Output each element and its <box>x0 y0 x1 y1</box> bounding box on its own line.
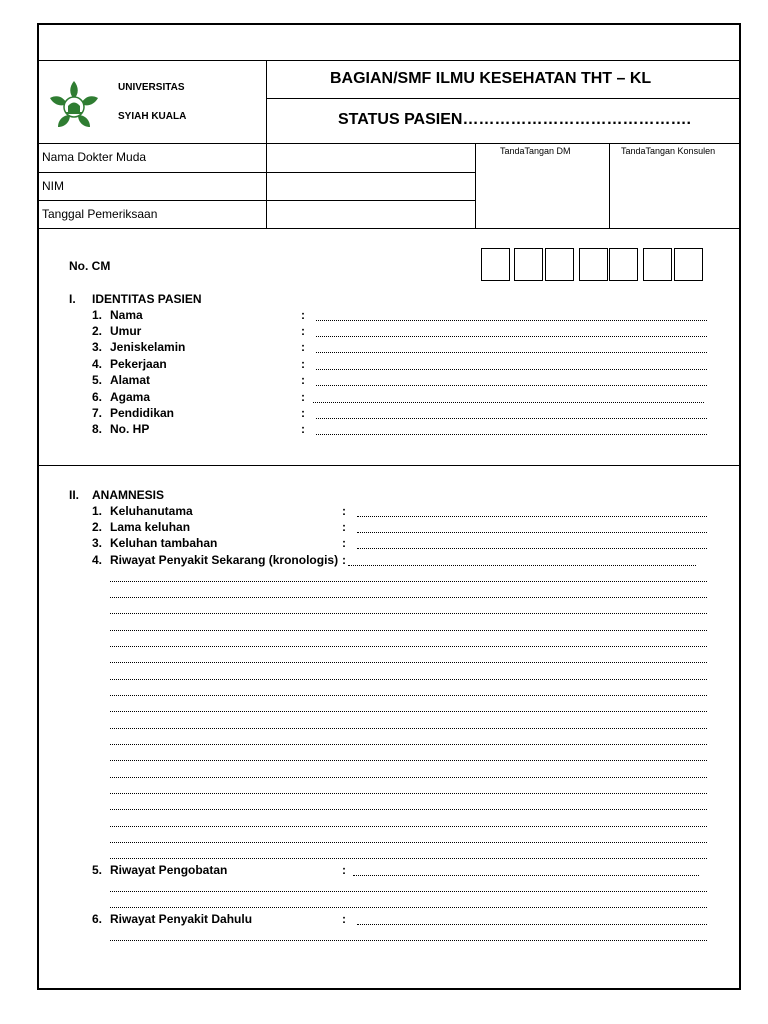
alamat-field[interactable] <box>316 385 707 386</box>
section-roman: II. <box>69 488 80 502</box>
identitas-row: 7. Pendidikan <box>92 406 175 420</box>
cm-digit-box[interactable] <box>609 248 638 281</box>
university-logo-icon <box>46 78 102 134</box>
riwayat-sekarang-line[interactable] <box>110 695 707 696</box>
riwayat-sekarang-line[interactable] <box>110 646 707 647</box>
riwayat-sekarang-line[interactable] <box>110 793 707 794</box>
cm-digit-box[interactable] <box>579 248 608 281</box>
riwayat-sekarang-line[interactable] <box>110 711 707 712</box>
riwayat-sekarang-field[interactable] <box>348 565 696 566</box>
colon: : <box>301 340 305 354</box>
nim-field[interactable] <box>267 173 474 199</box>
umur-field[interactable] <box>316 336 707 337</box>
colon: : <box>301 357 305 371</box>
riwayat-sekarang-line[interactable] <box>110 597 707 598</box>
cm-digit-box[interactable] <box>545 248 574 281</box>
divider <box>266 60 267 144</box>
colon: : <box>301 422 305 436</box>
riwayat-pengobatan-field[interactable] <box>353 875 699 876</box>
dokter-muda-label: Nama Dokter Muda <box>42 150 147 164</box>
riwayat-sekarang-line[interactable] <box>110 858 707 859</box>
riwayat-pengobatan-line[interactable] <box>110 907 707 908</box>
keluhan-utama-field[interactable] <box>357 516 707 517</box>
identitas-row: 2. Umur <box>92 324 142 338</box>
nim-label: NIM <box>42 179 64 193</box>
riwayat-sekarang-line[interactable] <box>110 744 707 745</box>
riwayat-sekarang-line[interactable] <box>110 760 707 761</box>
section-roman: I. <box>69 292 76 306</box>
signature-dm-field[interactable] <box>476 160 608 226</box>
cm-digit-box[interactable] <box>674 248 703 281</box>
jeniskelamin-field[interactable] <box>316 352 707 353</box>
divider <box>37 465 741 466</box>
no-cm-label: No. CM <box>69 259 111 273</box>
colon: : <box>301 373 305 387</box>
anamnesis-title: ANAMNESIS <box>92 488 165 502</box>
identitas-row: 3. Jeniskelamin <box>92 340 186 354</box>
agama-field[interactable] <box>313 402 704 403</box>
identitas-row: 1. Nama <box>92 308 143 322</box>
riwayat-sekarang-line[interactable] <box>110 662 707 663</box>
anamnesis-row: 5. Riwayat Pengobatan <box>92 863 228 877</box>
pendidikan-field[interactable] <box>316 418 707 419</box>
cm-digit-box[interactable] <box>514 248 543 281</box>
riwayat-sekarang-line[interactable] <box>110 826 707 827</box>
cm-digit-box[interactable] <box>643 248 672 281</box>
divider <box>37 228 741 229</box>
cm-digit-box[interactable] <box>481 248 510 281</box>
tanggal-field[interactable] <box>267 201 474 227</box>
nama-field[interactable] <box>316 320 707 321</box>
riwayat-sekarang-line[interactable] <box>110 613 707 614</box>
university-name-line1: UNIVERSITAS <box>118 82 185 93</box>
signature-dm-label: TandaTangan DM <box>500 146 571 156</box>
status-title: STATUS PASIEN……………………………………. <box>338 111 691 128</box>
colon: : <box>301 324 305 338</box>
riwayat-sekarang-line[interactable] <box>110 777 707 778</box>
colon: : <box>342 536 346 550</box>
riwayat-sekarang-line[interactable] <box>110 581 707 582</box>
divider <box>266 98 741 99</box>
anamnesis-row: 3. Keluhan tambahan <box>92 536 218 550</box>
riwayat-sekarang-line[interactable] <box>110 728 707 729</box>
anamnesis-row: 2. Lama keluhan <box>92 520 191 534</box>
riwayat-pengobatan-line[interactable] <box>110 891 707 892</box>
riwayat-sekarang-line[interactable] <box>110 630 707 631</box>
colon: : <box>301 390 305 404</box>
riwayat-sekarang-line[interactable] <box>110 679 707 680</box>
signature-konsulen-field[interactable] <box>610 160 740 226</box>
identitas-row: 4. Pekerjaan <box>92 357 167 371</box>
no-hp-field[interactable] <box>316 434 707 435</box>
lama-keluhan-field[interactable] <box>357 532 707 533</box>
riwayat-dahulu-field[interactable] <box>357 924 707 925</box>
identitas-row: 6. Agama <box>92 390 151 404</box>
riwayat-dahulu-line[interactable] <box>110 940 707 941</box>
anamnesis-row: 1. Keluhanutama <box>92 504 193 518</box>
colon: : <box>342 504 346 518</box>
identitas-row: 8. No. HP <box>92 422 150 436</box>
divider <box>37 60 741 61</box>
keluhan-tambahan-field[interactable] <box>357 548 707 549</box>
riwayat-sekarang-line[interactable] <box>110 842 707 843</box>
colon: : <box>342 553 346 567</box>
colon: : <box>301 308 305 322</box>
dokter-muda-field[interactable] <box>267 144 474 171</box>
anamnesis-row: 6. Riwayat Penyakit Dahulu <box>92 912 253 926</box>
identitas-title: IDENTITAS PASIEN <box>92 292 202 306</box>
tanggal-label: Tanggal Pemeriksaan <box>42 207 158 221</box>
university-name-line2: SYIAH KUALA <box>118 111 187 122</box>
colon: : <box>342 520 346 534</box>
riwayat-sekarang-line[interactable] <box>110 809 707 810</box>
colon: : <box>342 863 346 877</box>
anamnesis-row: 4. Riwayat Penyakit Sekarang (kronologis) <box>92 553 339 567</box>
pekerjaan-field[interactable] <box>316 369 707 370</box>
colon: : <box>301 406 305 420</box>
colon: : <box>342 912 346 926</box>
signature-konsulen-label: TandaTangan Konsulen <box>621 146 716 156</box>
identitas-row: 5. Alamat <box>92 373 151 387</box>
department-title: BAGIAN/SMF ILMU KESEHATAN THT – KL <box>330 70 652 87</box>
